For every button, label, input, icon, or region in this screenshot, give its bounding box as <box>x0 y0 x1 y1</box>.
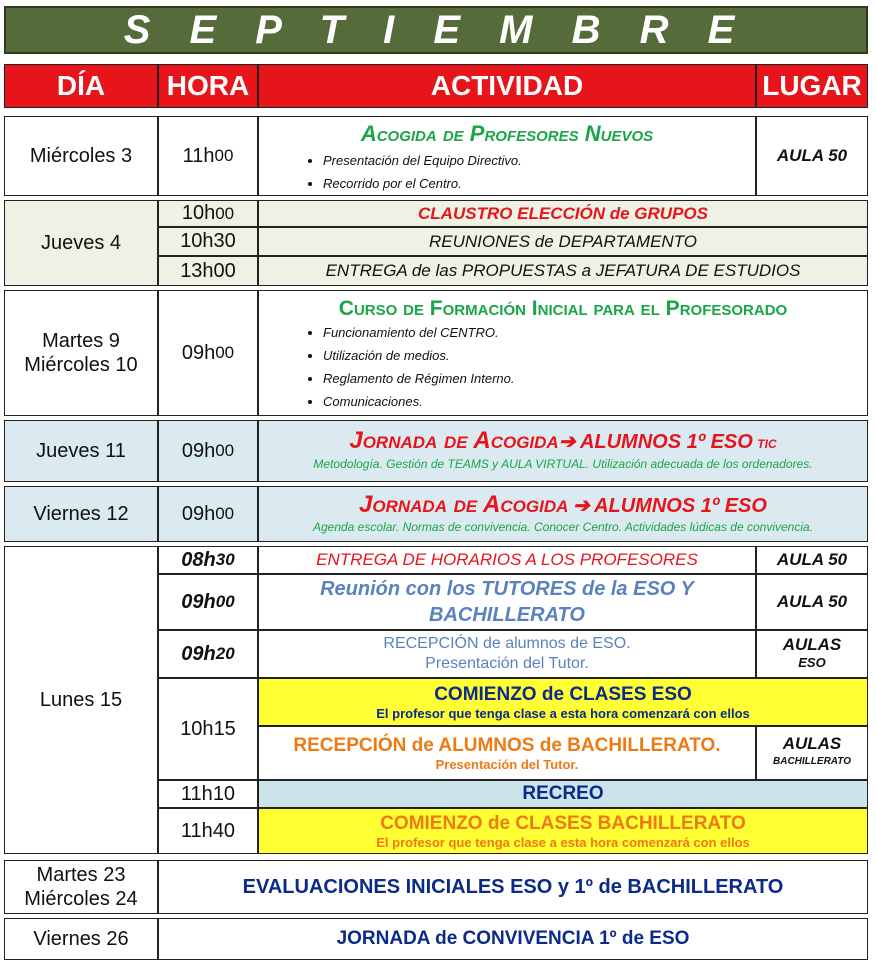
activity-title: COMIENZO de CLASES ESO <box>434 683 692 705</box>
activity-reuniones: REUNIONES de DEPARTAMENTO <box>258 227 868 256</box>
list-item: • Utilización de medios. <box>323 344 867 367</box>
row-time: 09h 20 <box>158 630 258 678</box>
activity-description: Presentación del Tutor. <box>435 756 579 772</box>
row-time: 09h 00 <box>158 574 258 630</box>
header-hora: HORA <box>158 64 258 108</box>
row-day: Lunes 15 <box>4 546 158 854</box>
row-day: Jueves 11 <box>4 420 158 482</box>
activity-description: Metodología. Gestión de TEAMS y AULA VIRTUAL. Utilización adecuada de los ordenadores. <box>313 457 813 471</box>
row-time: 09h 00 <box>158 290 258 416</box>
activity-jornada-acogida <box>258 486 868 542</box>
page-title: S E P T I E M B R E <box>4 6 868 54</box>
activity-title: Jornada de Acogida <box>359 491 569 518</box>
row-time: 11h 40 <box>158 808 258 854</box>
activity-recepcion-eso: RECEPCIÓN de alumnos de ESO. Presentación del Tutor. <box>258 630 756 678</box>
activity-recepcion-bachillerato <box>258 726 756 780</box>
activity-comienzo-bachillerato <box>258 808 868 854</box>
activity-description: El profesor que tenga clase a esta hora comenzará con ellos <box>376 834 750 850</box>
activity-evaluaciones: EVALUACIONES INICIALES ESO y 1º de BACHILLERATO <box>158 860 868 914</box>
activity-title: Acogida de Profesores Nuevos <box>360 121 654 146</box>
row-location: AULAS ESO <box>756 630 868 678</box>
row-day: Viernes 26 <box>4 918 158 960</box>
row-time: 10h 00 <box>158 200 258 227</box>
activity-title: RECEPCIÓN de ALUMNOS de BACHILLERATO. <box>293 734 721 756</box>
row-time: 09h 00 <box>158 486 258 542</box>
list-item: • Comunicaciones. <box>323 390 867 413</box>
row-time: 08h 30 <box>158 546 258 574</box>
header-lugar: LUGAR <box>756 64 868 108</box>
activity-acogida-profesores <box>258 116 756 196</box>
row-time: 13h00 <box>158 256 258 286</box>
activity-reunion-tutores: Reunión con los TUTORES de la ESO Y BACHILLERATO <box>258 574 756 630</box>
row-location: AULA 50 <box>756 546 868 574</box>
row-day: Martes 23 Miércoles 24 <box>4 860 158 914</box>
row-time: 09h 00 <box>158 420 258 482</box>
row-day: Miércoles 3 <box>4 116 158 196</box>
activity-description: Agenda escolar. Normas de convivencia. Conocer Centro. Actividades lúdicas de convivencia. <box>312 520 814 534</box>
arrow-icon: ➔ <box>558 431 576 453</box>
row-day: Martes 9 Miércoles 10 <box>4 290 158 416</box>
row-day: Jueves 4 <box>4 200 158 286</box>
row-location: AULAS BACHILLERATO <box>756 726 868 780</box>
activity-title: Curso de Formación Inicial para el Profesorado <box>338 297 788 320</box>
row-time: 10h 15 <box>158 678 258 780</box>
activity-claustro: CLAUSTRO ELECCIÓN de GRUPOS <box>258 200 868 227</box>
activity-title: Jornada de Acogida <box>349 427 559 454</box>
activity-title: COMIENZO de CLASES BACHILLERATO <box>380 812 746 834</box>
activity-target: ALUMNOS 1º ESO <box>594 495 767 517</box>
activity-entrega-propuestas: ENTREGA de las PROPUESTAS a JEFATURA DE ESTUDIOS <box>258 256 868 286</box>
activity-jornada-acogida-tic <box>258 420 868 482</box>
list-item: • Recorrido por el Centro. <box>323 172 755 195</box>
activity-recreo: RECREO <box>258 780 868 808</box>
activity-curso-formacion <box>258 290 868 416</box>
list-item: • Reglamento de Régimen Interno. <box>323 367 867 390</box>
activity-target: ALUMNOS 1º ESO <box>579 431 753 453</box>
arrow-icon: ➔ <box>572 495 590 517</box>
activity-description: El profesor que tenga clase a esta hora comenzará con ellos <box>376 705 750 721</box>
list-item: • Funcionamiento del CENTRO. <box>323 321 867 344</box>
list-item: • Presentación del Equipo Directivo. <box>323 149 755 172</box>
row-location: AULA 50 <box>756 116 868 196</box>
tic-tag: TIC <box>757 437 777 451</box>
row-time: 11h 00 <box>158 116 258 196</box>
activity-comienzo-eso <box>258 678 868 726</box>
activity-entrega-horarios: ENTREGA DE HORARIOS A LOS PROFESORES <box>258 546 756 574</box>
row-location: AULA 50 <box>756 574 868 630</box>
header-dia: DÍA <box>4 64 158 108</box>
activity-convivencia: JORNADA de CONVIVENCIA 1º de ESO <box>158 918 868 960</box>
row-time: 11h 10 <box>158 780 258 808</box>
row-time: 10h30 <box>158 227 258 256</box>
header-actividad: ACTIVIDAD <box>258 64 756 108</box>
row-day: Viernes 12 <box>4 486 158 542</box>
